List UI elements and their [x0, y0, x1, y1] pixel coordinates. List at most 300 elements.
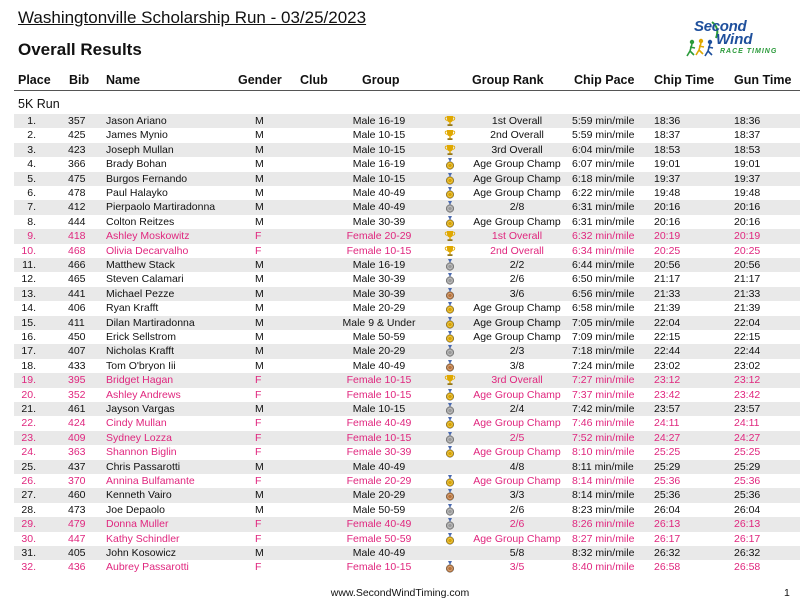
row-gender: M	[255, 403, 264, 415]
trophy-icon	[444, 129, 458, 141]
row-chip-time: 23:57	[654, 403, 681, 415]
row-group: Male 16-19	[352, 158, 406, 171]
row-group: Female 30-39	[346, 446, 412, 459]
row-gun-time: 23:12	[734, 374, 761, 387]
table-row	[14, 373, 800, 387]
row-gun-time: 20:56	[734, 259, 761, 271]
gold-medal-icon	[444, 533, 458, 545]
row-chip-time: 24:27	[654, 431, 681, 444]
row-group: Male 50-59	[352, 503, 406, 516]
row-chip-pace: 8:10 min/mile	[572, 446, 635, 459]
row-bib: 395	[68, 374, 86, 387]
row-gender: M	[255, 115, 264, 127]
row-chip-pace: 6:34 min/mile	[572, 244, 635, 257]
row-place: 21.	[21, 403, 36, 415]
table-row	[14, 560, 800, 574]
row-bib: 460	[68, 489, 86, 502]
row-group: Male 40-49	[352, 359, 406, 372]
header-chip-time: Chip Time	[654, 73, 715, 87]
row-group-rank: 2/6	[509, 503, 525, 516]
row-gender: F	[255, 431, 262, 444]
row-gun-time: 26:32	[734, 547, 761, 559]
row-gender: M	[255, 273, 264, 286]
row-place: 10.	[21, 244, 36, 257]
row-place: 32.	[21, 561, 36, 574]
row-group-rank: 2/8	[509, 201, 525, 214]
row-name: Bridget Hagan	[106, 374, 174, 387]
gold-medal-icon	[444, 187, 458, 199]
table-header	[0, 71, 800, 89]
row-bib: 407	[68, 345, 86, 358]
row-group: Female 40-49	[346, 518, 412, 531]
silver-medal-icon	[444, 518, 458, 530]
row-name: Colton Reitzes	[106, 215, 175, 228]
row-gun-time: 18:53	[734, 143, 761, 156]
table-row	[14, 114, 800, 128]
row-name: James Mynio	[106, 129, 168, 142]
row-place: 6.	[27, 187, 36, 199]
header-group: Group	[362, 73, 400, 87]
table-row	[14, 517, 800, 531]
gold-medal-icon	[444, 475, 458, 487]
row-place: 19.	[21, 374, 36, 387]
row-bib: 468	[68, 244, 86, 257]
row-chip-pace: 6:31 min/mile	[572, 215, 635, 228]
row-chip-time: 20:19	[654, 230, 681, 243]
row-chip-time: 23:02	[654, 359, 681, 372]
row-chip-pace: 7:05 min/mile	[572, 316, 635, 329]
row-chip-pace: 6:32 min/mile	[572, 230, 635, 243]
row-chip-time: 18:53	[654, 143, 681, 156]
row-group-rank: 2/2	[509, 259, 525, 271]
table-row	[14, 287, 800, 301]
row-gender: M	[255, 215, 264, 228]
row-chip-time: 23:42	[654, 388, 681, 401]
row-name: Steven Calamari	[106, 273, 184, 286]
gold-medal-icon	[444, 389, 458, 401]
row-chip-time: 26:13	[654, 518, 681, 531]
table-row	[14, 445, 800, 459]
row-gender: F	[255, 446, 262, 459]
row-gender: M	[255, 359, 264, 372]
row-chip-time: 20:56	[654, 259, 681, 271]
row-group-rank: Age Group Champ	[473, 187, 561, 199]
row-place: 30.	[21, 532, 36, 545]
row-chip-pace: 7:42 min/mile	[572, 403, 635, 415]
logo-text-race-timing: RACE TIMING	[720, 48, 778, 55]
row-gender: M	[255, 460, 264, 473]
row-bib: 425	[68, 129, 86, 142]
row-gender: F	[255, 475, 262, 487]
gold-medal-icon	[444, 173, 458, 185]
row-gun-time: 23:42	[734, 388, 761, 401]
table-row	[14, 186, 800, 200]
row-name: Annina Bulfamante	[106, 475, 195, 487]
row-bib: 436	[68, 561, 86, 574]
row-gun-time: 23:57	[734, 403, 761, 415]
row-bib: 444	[68, 215, 86, 228]
row-gun-time: 24:11	[734, 417, 760, 430]
row-gun-time: 21:39	[734, 302, 761, 315]
row-gun-time: 20:19	[734, 230, 761, 243]
row-gender: F	[255, 417, 262, 430]
row-place: 14.	[21, 302, 36, 315]
row-chip-pace: 7:27 min/mile	[572, 374, 635, 387]
row-bib: 450	[68, 331, 86, 343]
row-gender: M	[255, 503, 264, 516]
row-gun-time: 25:25	[734, 446, 761, 459]
row-group: Male 40-49	[352, 187, 406, 199]
row-gun-time: 19:01	[734, 158, 761, 171]
row-name: Ashley Moskowitz	[106, 230, 190, 243]
row-gun-time: 23:02	[734, 359, 761, 372]
row-gun-time: 22:44	[734, 345, 761, 358]
row-gun-time: 22:04	[734, 316, 761, 329]
row-group-rank: 3/5	[509, 561, 525, 574]
row-gun-time: 18:36	[734, 115, 761, 127]
header-club: Club	[300, 73, 328, 87]
row-chip-time: 21:33	[654, 287, 681, 300]
row-chip-pace: 6:44 min/mile	[572, 259, 635, 271]
row-gun-time: 19:37	[734, 172, 761, 185]
row-chip-pace: 6:07 min/mile	[572, 158, 635, 171]
row-place: 31.	[21, 547, 36, 559]
row-gender: M	[255, 345, 264, 358]
gold-medal-icon	[444, 446, 458, 458]
row-place: 16.	[21, 331, 36, 343]
table-row	[14, 200, 800, 214]
header-gender: Gender	[238, 73, 282, 87]
row-group: Male 20-29	[352, 302, 406, 315]
silver-medal-icon	[444, 273, 458, 285]
row-chip-pace: 6:50 min/mile	[572, 273, 635, 286]
row-chip-pace: 7:52 min/mile	[572, 431, 635, 444]
row-gun-time: 24:27	[734, 431, 761, 444]
row-group: Male 20-29	[352, 489, 406, 502]
row-gun-time: 25:36	[734, 475, 761, 487]
row-group-rank: 1st Overall	[491, 230, 543, 243]
row-group-rank: Age Group Champ	[473, 316, 561, 329]
row-group-rank: 2/6	[509, 273, 525, 286]
row-name: Chris Passarotti	[106, 460, 181, 473]
row-group: Male 30-39	[352, 287, 406, 300]
row-gun-time: 21:33	[734, 287, 761, 300]
row-name: John Kosowicz	[106, 547, 177, 559]
row-chip-pace: 6:18 min/mile	[572, 172, 635, 185]
row-group-rank: 3rd Overall	[491, 374, 543, 387]
row-place: 18.	[21, 359, 36, 372]
row-bib: 441	[68, 287, 86, 300]
row-place: 23.	[21, 431, 36, 444]
race-title: Washingtonville Scholarship Run - 03/25/2023	[18, 8, 367, 27]
table-row	[14, 532, 800, 546]
row-chip-time: 26:17	[654, 532, 681, 545]
row-chip-pace: 8:14 min/mile	[572, 489, 635, 502]
row-group: Male 10-15	[352, 143, 406, 156]
row-gender: M	[255, 143, 264, 156]
row-place: 24.	[21, 446, 36, 459]
row-name: Jayson Vargas	[106, 403, 175, 415]
row-group: Male 40-49	[352, 460, 406, 473]
row-group-rank: Age Group Champ	[473, 172, 561, 185]
row-group: Male 20-29	[352, 345, 406, 358]
row-gun-time: 25:36	[734, 489, 761, 502]
row-place: 11.	[22, 259, 36, 271]
row-group-rank: 2nd Overall	[490, 129, 544, 142]
row-group: Female 50-59	[346, 532, 412, 545]
bronze-medal-icon	[444, 489, 458, 501]
row-bib: 466	[68, 259, 86, 271]
header-bib: Bib	[69, 73, 90, 87]
table-row	[14, 272, 800, 286]
row-group: Male 10-15	[352, 403, 406, 415]
table-row	[14, 128, 800, 142]
table-row	[14, 301, 800, 315]
header-divider	[14, 90, 800, 91]
gold-medal-icon	[444, 317, 458, 329]
row-name: Shannon Biglin	[106, 446, 177, 459]
row-gun-time: 26:17	[734, 532, 761, 545]
row-chip-time: 19:37	[654, 172, 681, 185]
table-row	[14, 388, 800, 402]
row-place: 5.	[27, 172, 36, 185]
row-place: 1.	[27, 115, 36, 127]
row-gender: M	[255, 158, 264, 171]
row-place: 13.	[21, 287, 36, 300]
row-name: Donna Muller	[106, 518, 169, 531]
row-chip-time: 25:25	[654, 446, 681, 459]
row-chip-time: 26:32	[654, 547, 681, 559]
row-chip-time: 25:36	[654, 475, 681, 487]
row-name: Brady Bohan	[106, 158, 167, 171]
row-chip-time: 25:29	[654, 460, 681, 473]
table-row	[14, 316, 800, 330]
row-name: Burgos Fernando	[106, 172, 188, 185]
row-group-rank: Age Group Champ	[473, 446, 561, 459]
row-group-rank: 3/6	[509, 287, 525, 300]
bronze-medal-icon	[444, 360, 458, 372]
table-row	[14, 344, 800, 358]
row-place: 22.	[21, 417, 36, 430]
row-gender: M	[255, 259, 264, 271]
row-group-rank: Age Group Champ	[473, 475, 561, 487]
row-name: Pierpaolo Martiradonna	[106, 201, 216, 214]
row-gun-time: 20:25	[734, 244, 761, 257]
row-name: Cindy Mullan	[106, 417, 167, 430]
row-gender: M	[255, 331, 264, 343]
row-bib: 424	[68, 417, 86, 430]
row-group: Male 16-19	[352, 115, 406, 127]
row-gun-time: 20:16	[734, 201, 761, 214]
row-chip-time: 26:58	[654, 561, 681, 574]
row-gender: M	[255, 287, 264, 300]
row-chip-pace: 8:40 min/mile	[572, 561, 635, 574]
row-name: Joseph Mullan	[106, 143, 174, 156]
row-chip-pace: 6:31 min/mile	[572, 201, 635, 214]
row-gun-time: 26:13	[734, 518, 761, 531]
row-gun-time: 26:04	[734, 503, 761, 516]
row-chip-pace: 7:24 min/mile	[572, 359, 635, 372]
table-row	[14, 546, 800, 560]
row-chip-pace: 7:46 min/mile	[572, 417, 635, 430]
row-bib: 406	[68, 302, 86, 315]
table-row	[14, 330, 800, 344]
silver-medal-icon	[444, 259, 458, 271]
row-chip-pace: 8:14 min/mile	[572, 475, 635, 487]
row-group: Female 20-29	[346, 475, 412, 487]
table-row	[14, 474, 800, 488]
row-place: 26.	[21, 475, 36, 487]
table-row	[14, 431, 800, 445]
trophy-icon	[444, 144, 458, 156]
row-name: Michael Pezze	[106, 287, 175, 300]
row-chip-time: 23:12	[654, 374, 681, 387]
row-place: 20.	[21, 388, 36, 401]
silver-medal-icon	[444, 403, 458, 415]
table-row	[14, 172, 800, 186]
results-subtitle: Overall Results	[18, 40, 142, 59]
row-bib: 475	[68, 172, 86, 185]
bronze-medal-icon	[444, 561, 458, 573]
row-chip-time: 21:17	[654, 273, 681, 286]
row-chip-pace: 6:04 min/mile	[572, 143, 635, 156]
row-chip-time: 20:16	[654, 215, 681, 228]
row-group: Female 10-15	[346, 431, 412, 444]
row-group-rank: 3/8	[509, 359, 525, 372]
row-chip-time: 19:48	[654, 187, 681, 199]
row-name: Sydney Lozza	[106, 431, 172, 444]
row-group-rank: 3rd Overall	[491, 143, 543, 156]
row-group-rank: Age Group Champ	[473, 532, 561, 545]
row-group-rank: Age Group Champ	[473, 417, 561, 430]
row-place: 27.	[21, 489, 36, 502]
row-gender: F	[255, 244, 262, 257]
row-name: Aubrey Passarotti	[106, 561, 189, 574]
row-bib: 478	[68, 187, 86, 199]
row-bib: 479	[68, 518, 86, 531]
header-name: Name	[106, 73, 141, 87]
row-name: Tom O'bryon Iii	[106, 359, 176, 372]
row-group-rank: 3/3	[509, 489, 525, 502]
row-chip-pace: 8:27 min/mile	[572, 532, 635, 545]
trophy-icon	[444, 230, 458, 242]
table-row	[14, 359, 800, 373]
gold-medal-icon	[444, 417, 458, 429]
row-chip-pace: 8:23 min/mile	[572, 503, 635, 516]
row-bib: 437	[68, 460, 86, 473]
row-place: 9.	[27, 230, 36, 243]
row-group: Female 10-15	[346, 374, 412, 387]
row-gun-time: 18:37	[734, 129, 761, 142]
row-name: Olivia Decarvalho	[106, 244, 189, 257]
table-row	[14, 503, 800, 517]
header-chip-pace: Chip Pace	[574, 73, 635, 87]
row-group: Male 30-39	[352, 215, 406, 228]
table-row	[14, 416, 800, 430]
row-group: Male 50-59	[352, 331, 406, 343]
row-group-rank: 1st Overall	[491, 115, 543, 127]
trophy-icon	[444, 245, 458, 257]
row-bib: 363	[68, 446, 86, 459]
row-bib: 357	[68, 115, 86, 127]
row-gender: F	[255, 532, 262, 545]
table-row	[14, 488, 800, 502]
row-gun-time: 25:29	[734, 460, 761, 473]
row-name: Nicholas Krafft	[106, 345, 175, 358]
row-group: Male 40-49	[352, 547, 406, 559]
row-chip-time: 22:04	[654, 316, 681, 329]
header-group-rank: Group Rank	[472, 73, 544, 87]
row-chip-time: 22:15	[654, 331, 681, 343]
row-chip-pace: 5:59 min/mile	[572, 115, 635, 127]
row-gender: M	[255, 316, 264, 329]
section-label: 5K Run	[18, 97, 60, 111]
row-gender: F	[255, 230, 262, 243]
table-row	[14, 258, 800, 272]
row-bib: 405	[68, 547, 86, 559]
row-place: 8.	[27, 215, 36, 228]
row-gender: M	[255, 302, 264, 315]
row-chip-time: 24:11	[654, 417, 680, 430]
header-place: Place	[18, 73, 51, 87]
row-place: 3.	[27, 143, 36, 156]
gold-medal-icon	[444, 216, 458, 228]
row-chip-time: 25:36	[654, 489, 681, 502]
row-place: 15.	[21, 316, 36, 329]
row-chip-time: 20:25	[654, 244, 681, 257]
row-group: Female 10-15	[346, 244, 412, 257]
row-chip-time: 21:39	[654, 302, 681, 315]
silver-medal-icon	[444, 201, 458, 213]
row-bib: 352	[68, 388, 86, 401]
row-chip-pace: 7:09 min/mile	[572, 331, 635, 343]
row-place: 2.	[27, 129, 36, 142]
row-name: Kenneth Vairo	[106, 489, 172, 502]
row-chip-pace: 8:26 min/mile	[572, 518, 635, 531]
bronze-medal-icon	[444, 288, 458, 300]
row-gender: M	[255, 187, 264, 199]
row-name: Dilan Martiradonna	[106, 316, 195, 329]
logo-text-second: Second	[694, 18, 747, 35]
row-bib: 366	[68, 158, 86, 171]
row-group: Male 9 & Under	[342, 316, 416, 329]
row-place: 4.	[27, 158, 36, 171]
row-group-rank: Age Group Champ	[473, 215, 561, 228]
row-gender: M	[255, 547, 264, 559]
row-chip-pace: 5:59 min/mile	[572, 129, 635, 142]
row-gender: M	[255, 489, 264, 502]
row-gun-time: 19:48	[734, 187, 761, 199]
row-place: 25.	[21, 460, 36, 473]
gold-medal-icon	[444, 302, 458, 314]
header-gun-time: Gun Time	[734, 73, 792, 87]
row-group: Male 10-15	[352, 172, 406, 185]
row-chip-pace: 8:32 min/mile	[572, 547, 635, 559]
row-bib: 412	[68, 201, 86, 214]
row-name: Jason Ariano	[106, 115, 167, 127]
row-name: Joe Depaolo	[106, 503, 165, 516]
row-chip-time: 19:01	[654, 158, 681, 171]
silver-medal-icon	[444, 345, 458, 357]
logo-text-wind: Wind	[716, 31, 753, 48]
table-row	[14, 215, 800, 229]
row-gender: M	[255, 201, 264, 214]
gold-medal-icon	[444, 331, 458, 343]
row-gender: F	[255, 518, 262, 531]
row-group-rank: Age Group Champ	[473, 388, 561, 401]
row-chip-pace: 6:58 min/mile	[572, 302, 635, 315]
row-chip-time: 18:37	[654, 129, 681, 142]
